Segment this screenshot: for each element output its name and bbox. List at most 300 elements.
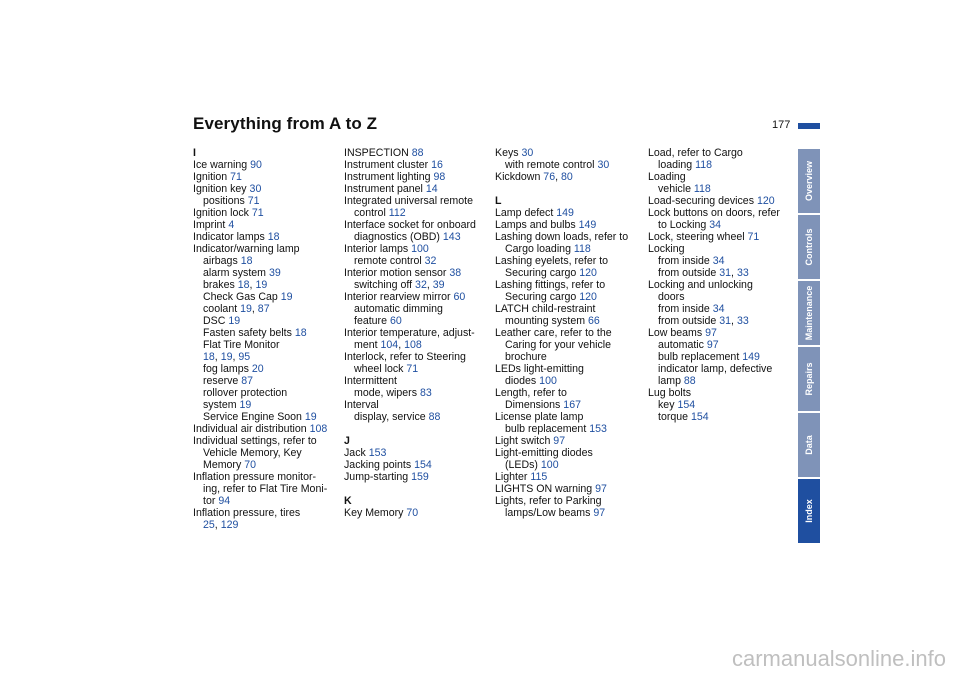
index-subentry [344,255,486,267]
index-entry [193,423,333,435]
index-entry-text: brakes [203,279,238,291]
index-subentry [193,303,333,315]
page-link[interactable]: 159 [411,471,429,483]
index-subentry [648,219,788,231]
index-entry [344,159,486,171]
page-link[interactable]: 33 [736,267,749,279]
page-link[interactable]: 19 [239,399,252,411]
index-entry-text: from inside [658,303,713,315]
index-entry-text: Load-securing devices [648,195,757,207]
index-entry [495,207,637,219]
index-subentry [495,315,637,327]
index-entry [344,183,486,195]
index-entry-text: Lamp defect [495,207,557,219]
page-link[interactable]: 120 [579,291,597,303]
index-entry [344,243,486,255]
index-entry-text: Interior rearview mirror [344,291,454,303]
index-entry [495,495,637,507]
index-subentry [648,255,788,267]
page-link[interactable]: 18 [240,255,253,267]
page-marker [798,123,820,129]
index-entry-text: Keys [495,147,522,159]
index-entry-text: (LEDs) [505,459,541,471]
index-entry-text: Lock buttons on doors, refer [648,207,780,219]
index-entry [344,447,486,459]
index-entry [193,507,333,519]
index-entry-text: mounting system [505,315,589,327]
page-link[interactable]: 31 [719,267,732,279]
index-entry [344,507,486,519]
index-entry-text: Lashing eyelets, refer to [495,255,609,267]
page-link[interactable]: 108 [404,339,422,351]
index-entry-text: mode, wipers [354,387,420,399]
index-subentry [193,447,333,459]
index-entry-text: INSPECTION [344,147,412,159]
page-link[interactable]: 34 [709,219,722,231]
index-entry-text: Ignition [193,171,231,183]
index-entry-text: Ignition key [193,183,250,195]
page-link[interactable]: 94 [218,495,231,507]
page-separator: , [398,339,405,351]
page-link[interactable]: 34 [712,303,725,315]
page-link[interactable]: 87 [241,375,254,387]
index-subentry [648,315,788,327]
index-entry-text: remote control [354,255,425,267]
index-entry-text: LATCH child-restraint [495,303,596,315]
index-subentry [648,351,788,363]
page-link[interactable]: 97 [553,435,566,447]
page-separator: , [214,519,221,531]
page-link[interactable]: 71 [230,171,242,183]
index-entry-text: Lamps and bulbs [495,219,579,231]
index-entry [495,255,637,267]
index-subentry [193,255,333,267]
page-link[interactable]: 115 [530,471,548,483]
index-entry [495,435,637,447]
index-entry [193,207,333,219]
index-subentry [344,315,486,327]
index-entry [495,147,637,159]
index-entry-text: Inflation pressure, tires [193,507,301,519]
index-entry [495,411,637,423]
index-entry [648,195,788,207]
index-entry-text: Jump-starting [344,471,412,483]
index-entry [648,387,788,399]
index-entry [648,243,788,255]
index-entry-text: indicator lamp, defective [658,363,773,375]
tab-overview[interactable] [798,149,820,213]
page-link[interactable]: 70 [244,459,256,471]
page-link[interactable]: 18 [294,327,307,339]
index-subentry [193,459,333,471]
tab-maintenance[interactable] [798,281,820,345]
tab-label: Data [804,435,814,455]
index-subentry [344,411,486,423]
index-entry-text: switching off [354,279,416,291]
tab-label: Index [804,499,814,523]
index-subentry [193,339,333,351]
index-entry [193,183,333,195]
index-entry-text: Light switch [495,435,554,447]
index-subentry [495,159,637,171]
index-entry-text: Interval [344,399,379,411]
page-separator: , [249,279,256,291]
watermark: carmanualsonline.info [731,646,946,671]
page-link[interactable]: 118 [573,243,591,255]
page-link[interactable]: 19 [255,279,268,291]
index-entry [648,207,788,219]
page-link[interactable]: 153 [368,447,387,459]
page-link[interactable]: 38 [449,267,462,279]
index-entry [344,327,486,339]
index-entry [344,459,486,471]
tab-controls[interactable] [798,215,820,279]
index-entry-text: Instrument panel [344,183,426,195]
page-link[interactable]: 120 [756,195,775,207]
index-subentry [193,279,333,291]
index-subentry [193,315,333,327]
index-spacer [344,483,486,495]
index-entry-text: Instrument lighting [344,171,434,183]
index-subentry [648,267,788,279]
index-entry-text: from outside [658,315,720,327]
page-link[interactable]: 31 [719,315,732,327]
index-letter-heading: J [344,435,350,447]
index-entry-text: Cargo loading [505,243,574,255]
index-entry-text: Interlock, refer to Steering [344,351,466,363]
page-link[interactable]: 154 [690,411,709,423]
tab-index[interactable] [798,479,820,543]
index-column-2 [344,147,486,519]
index-subentry [495,291,637,303]
index-entry-text: Locking [648,243,685,255]
index-spacer [344,423,486,435]
index-entry [193,435,333,447]
page-link[interactable]: 97 [595,483,607,495]
index-entry [344,291,486,303]
page-link[interactable]: 66 [588,315,600,327]
index-subentry [648,411,788,423]
page-link[interactable]: 87 [257,303,270,315]
page-link[interactable]: 83 [419,387,432,399]
index-subentry [193,351,333,363]
page-link[interactable]: 19 [228,315,241,327]
index-entry-text: DSC [203,315,229,327]
index-subentry [648,399,788,411]
page-link[interactable]: 30 [597,159,610,171]
page-link[interactable]: 149 [578,219,597,231]
index-entry-text: alarm system [203,267,269,279]
index-entry-text: control [354,207,389,219]
index-entry [648,279,788,291]
index-entry-text: feature [354,315,390,327]
page-link[interactable]: 120 [579,267,597,279]
index-entry-text: Imprint [193,219,229,231]
page-link[interactable]: 34 [712,255,725,267]
index-entry-text: Load, refer to Cargo [648,147,743,159]
page-link[interactable]: 18 [203,351,215,363]
index-entry [193,171,333,183]
index-entry [495,327,637,339]
index-subentry [193,495,333,507]
page-link[interactable]: 153 [589,423,607,435]
page-link[interactable]: 71 [747,231,760,243]
page-link[interactable]: 149 [742,351,760,363]
index-entry-text: Length, refer to [495,387,567,399]
index-entry [344,171,486,183]
page-link[interactable]: 70 [406,507,419,519]
index-entry-text: diodes [505,375,540,387]
page-link[interactable]: 76 [543,171,556,183]
index-letter-heading: L [495,195,502,207]
page-link[interactable]: 19 [240,303,252,315]
page-link[interactable]: 88 [683,375,696,387]
index-entry-text: airbags [203,255,241,267]
index-entry-text: torque [658,411,691,423]
page-link[interactable]: 104 [380,339,399,351]
tab-data[interactable] [798,413,820,477]
index-entry-text: Indicator lamps [193,231,268,243]
index-entry-text: Lashing down loads, refer to [495,231,629,243]
index-entry [495,363,637,375]
page-link[interactable]: 100 [411,243,429,255]
index-subentry [344,363,486,375]
page-link[interactable]: 30 [521,147,534,159]
index-entry-text: Instrument cluster [344,159,432,171]
page-link[interactable]: 19 [304,411,317,423]
tab-label: Maintenance [804,285,814,341]
index-entry-text: Individual settings, refer to [193,435,317,447]
index-entry-text: Lashing fittings, refer to [495,279,606,291]
index-subentry [495,243,637,255]
tab-label: Repairs [804,362,814,396]
index-column-3 [495,147,637,519]
index-subentry [495,351,637,363]
page-link[interactable]: 112 [388,207,406,219]
index-entry-text: lamps/Low beams [505,507,594,519]
index-entry-text: Lighter [495,471,531,483]
index-letter-heading: K [344,495,352,507]
index-entry-text: fog lamps [203,363,252,375]
index-entry-text: lamp [658,375,684,387]
index-entry-text: Loading [648,171,686,183]
tab-label: Controls [804,228,814,266]
index-entry-text: Lights, refer to Parking [495,495,602,507]
page-separator: , [731,315,737,327]
page-separator: , [731,267,737,279]
index-entry-text: Memory [203,459,245,471]
index-entry-text: to Locking [658,219,710,231]
page-link[interactable]: 19 [220,351,233,363]
index-subentry [344,339,486,351]
index-entry [344,399,486,411]
index-subentry [648,303,788,315]
index-subentry [193,291,333,303]
index-entry-text: Flat Tire Monitor [203,339,280,351]
page-link[interactable]: 71 [251,207,264,219]
page-link[interactable]: 143 [442,231,461,243]
index-entry-text: with remote control [505,159,598,171]
index-entry-text: Leather care, refer to the [495,327,612,339]
index-subentry [648,291,788,303]
index-subentry [495,507,637,519]
index-entry-text: positions [203,195,248,207]
page-link[interactable]: 154 [414,459,432,471]
page-link[interactable]: 39 [268,267,281,279]
index-entry-text: Interior temperature, adjust- [344,327,475,339]
index-entry [193,471,333,483]
index-entry-text: from outside [658,267,720,279]
index-entry-text: Lock, steering wheel [648,231,748,243]
index-entry-text: Ice warning [193,159,251,171]
index-entry [344,375,486,387]
page-link[interactable]: 32 [415,279,427,291]
page-link[interactable]: 100 [539,375,557,387]
index-subentry [344,279,486,291]
page-link[interactable]: 88 [428,411,441,423]
page-link[interactable]: 98 [433,171,446,183]
page-separator: , [426,279,433,291]
index-subentry [495,267,637,279]
index-entry-text: Intermittent [344,375,397,387]
page-link[interactable]: 118 [693,183,711,195]
page-link[interactable]: 154 [677,399,696,411]
index-subentry [648,363,788,375]
index-entry-text: rollover protection [203,387,288,399]
index-entry-text: Dimensions [505,399,564,411]
page-link[interactable]: 16 [431,159,443,171]
index-entry [495,483,637,495]
index-entry [495,447,637,459]
index-entry-text: Fasten safety belts [203,327,295,339]
page-link[interactable]: 33 [736,315,749,327]
index-entry [495,279,637,291]
index-entry-text: Securing cargo [505,291,580,303]
page-link[interactable]: 108 [309,423,328,435]
index-entry [495,231,637,243]
index-entry-text: Ignition lock [193,207,252,219]
index-entry-text: Securing cargo [505,267,580,279]
index-entry-text: automatic dimming [354,303,443,315]
index-column-4 [648,147,788,423]
page-link[interactable]: 167 [563,399,581,411]
index-entry-text: diagnostics (OBD) [354,231,443,243]
index-subentry [344,207,486,219]
page-link[interactable]: 100 [540,459,559,471]
page-link[interactable]: 18 [237,279,250,291]
index-subentry [495,375,637,387]
index-subentry [193,267,333,279]
index-entry-text: Interior lamps [344,243,412,255]
index-entry-text: Indicator/warning lamp [193,243,300,255]
index-entry [495,471,637,483]
page-link[interactable]: 97 [593,507,606,519]
page-link[interactable]: 129 [220,519,239,531]
index-entry [648,327,788,339]
index-entry-text: vehicle [658,183,694,195]
page-link[interactable]: 95 [238,351,251,363]
index-entry-text: system [203,399,240,411]
index-entry-text: Key Memory [344,507,407,519]
index-entry-text: coolant [203,303,241,315]
index-entry [344,219,486,231]
index-entry [344,147,486,159]
index-entry [193,219,333,231]
index-subentry [193,411,333,423]
page-link[interactable]: 4 [228,219,235,231]
index-entry [193,159,333,171]
index-entry [344,195,486,207]
index-entry [648,147,788,159]
page-link[interactable]: 19 [280,291,293,303]
index-subentry [495,423,637,435]
page-separator: , [232,351,239,363]
index-subentry [648,159,788,171]
page-separator: , [251,303,258,315]
index-subentry [344,231,486,243]
index-entry-text: Individual air distribution [193,423,310,435]
section-tabs [798,149,820,545]
index-entry-text: Inflation pressure monitor- [193,471,317,483]
page-link[interactable]: 118 [695,159,712,171]
page-link[interactable]: 39 [432,279,445,291]
index-entry-text: key [658,399,678,411]
index-entry-text: Check Gas Cap [203,291,281,303]
index-subentry [344,303,486,315]
index-entry-text: LIGHTS ON warning [495,483,596,495]
page-separator: , [214,351,221,363]
index-entry-text: reserve [203,375,242,387]
index-entry [648,231,788,243]
page-link[interactable]: 60 [389,315,402,327]
index-entry [648,171,788,183]
page-link[interactable]: 97 [705,327,717,339]
page-link[interactable]: 18 [267,231,280,243]
page-link[interactable]: 71 [247,195,260,207]
index-entry [193,231,333,243]
index-entry-text: Caring for your vehicle [505,339,611,351]
index-entry-text: Kickdown [495,171,544,183]
page-link[interactable]: 30 [249,183,262,195]
index-entry-text: ing, refer to Flat Tire Moni- [203,483,328,495]
index-entry [495,219,637,231]
page-link[interactable]: 80 [560,171,573,183]
page-number: 177 [772,119,791,131]
page-link[interactable]: 25 [203,519,215,531]
index-entry [193,243,333,255]
index-entry-text: Interface socket for onboard [344,219,476,231]
index-entry-text: bulb replacement [658,351,743,363]
page-link[interactable]: 90 [250,159,262,171]
page-link[interactable]: 20 [251,363,264,375]
page-link[interactable]: 60 [453,291,466,303]
index-entry-text: automatic [658,339,707,351]
index-subentry [193,195,333,207]
page-link[interactable]: 71 [406,363,419,375]
page-link[interactable]: 97 [706,339,719,351]
index-subentry [495,339,637,351]
page-link[interactable]: 32 [424,255,437,267]
index-entry-text: wheel lock [354,363,407,375]
page-separator: , [555,171,561,183]
page-link[interactable]: 14 [425,183,438,195]
page-link[interactable]: 88 [411,147,424,159]
page-link[interactable]: 149 [556,207,574,219]
index-subentry [193,363,333,375]
index-entry [495,387,637,399]
index-entry-text: Integrated universal remote [344,195,473,207]
tab-repairs[interactable] [798,347,820,411]
